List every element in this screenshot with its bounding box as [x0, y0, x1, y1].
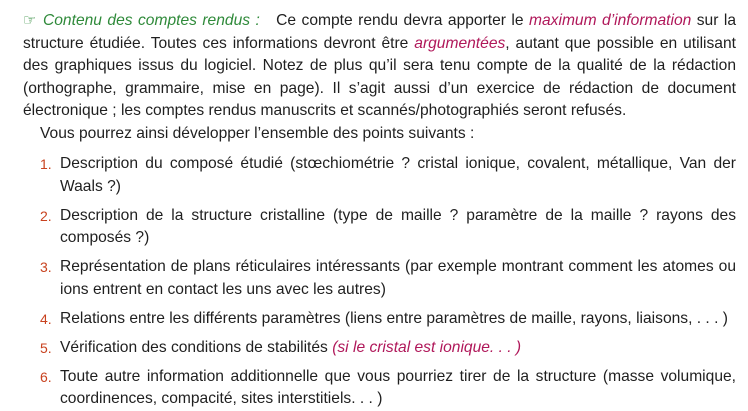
intro-paragraph [23, 10, 736, 123]
pointing-hand-icon: ☞ [23, 12, 37, 29]
list-item-text: Vérification des conditions de stabilités [60, 338, 333, 356]
list-item [23, 153, 736, 198]
list-item-text: Description du composé étudié (stœchiométrie ? cristal ionique, covalent, métallique, Van der Waals ?) [60, 155, 736, 195]
list-item [23, 366, 736, 411]
list-item-number: 5. [40, 339, 52, 356]
intro-emphasis-1: maximum d’information [529, 12, 692, 29]
list-item-text: Description de la structure cristalline (type de maille ? paramètre de la maille ? rayons des composés ?) [60, 206, 736, 246]
list-item-text: Relations entre les différents paramètres (liens entre paramètres de maille, rayons, liaisons, . . . ) [60, 309, 728, 327]
list-item [23, 256, 736, 301]
section-heading: Contenu des comptes rendus : [43, 12, 260, 29]
list-item-number: 1. [40, 156, 52, 172]
intro-text-1: Ce compte rendu devra apporter le [276, 12, 530, 29]
list-item [23, 337, 736, 360]
list-item-number: 6. [40, 368, 52, 385]
list-item-text: Représentation de plans réticulaires intéressants (par exemple montrant comment les atomes ou ions entrent en contact les uns avec les autres) [60, 258, 736, 298]
lead-sentence: Vous pourrez ainsi développer l’ensemble des points suivants : [40, 124, 475, 142]
list-item [23, 308, 736, 331]
list-item-number: 2. [40, 207, 52, 224]
points-list [23, 153, 736, 411]
list-item-number: 3. [40, 259, 52, 275]
list-item [23, 205, 736, 250]
intro-text-2: sur la structure étudiée. Toutes ces informations devront être [23, 12, 736, 52]
list-item-number: 4. [40, 310, 52, 327]
intro-emphasis-2: argumentées [414, 34, 506, 52]
list-item-emphasis: (si le cristal est ionique. . . ) [332, 338, 522, 356]
intro-text-3: , autant que possible en utilisant des graphiques issus du logiciel. Notez de plus qu’il sera tenu compte de la qualité de la rédaction (orthographe, grammaire, mise en page). Il s’agit aussi d’un exercice de rédaction de document électronique ; les comptes rendus manuscrits et scannés/photographiés seront refusés. [23, 34, 736, 119]
list-item-text: Toute autre information additionnelle que vous pourriez tirer de la structure (masse volumique, coordinences, compacité, sites interstitiels. . . ) [60, 367, 736, 407]
